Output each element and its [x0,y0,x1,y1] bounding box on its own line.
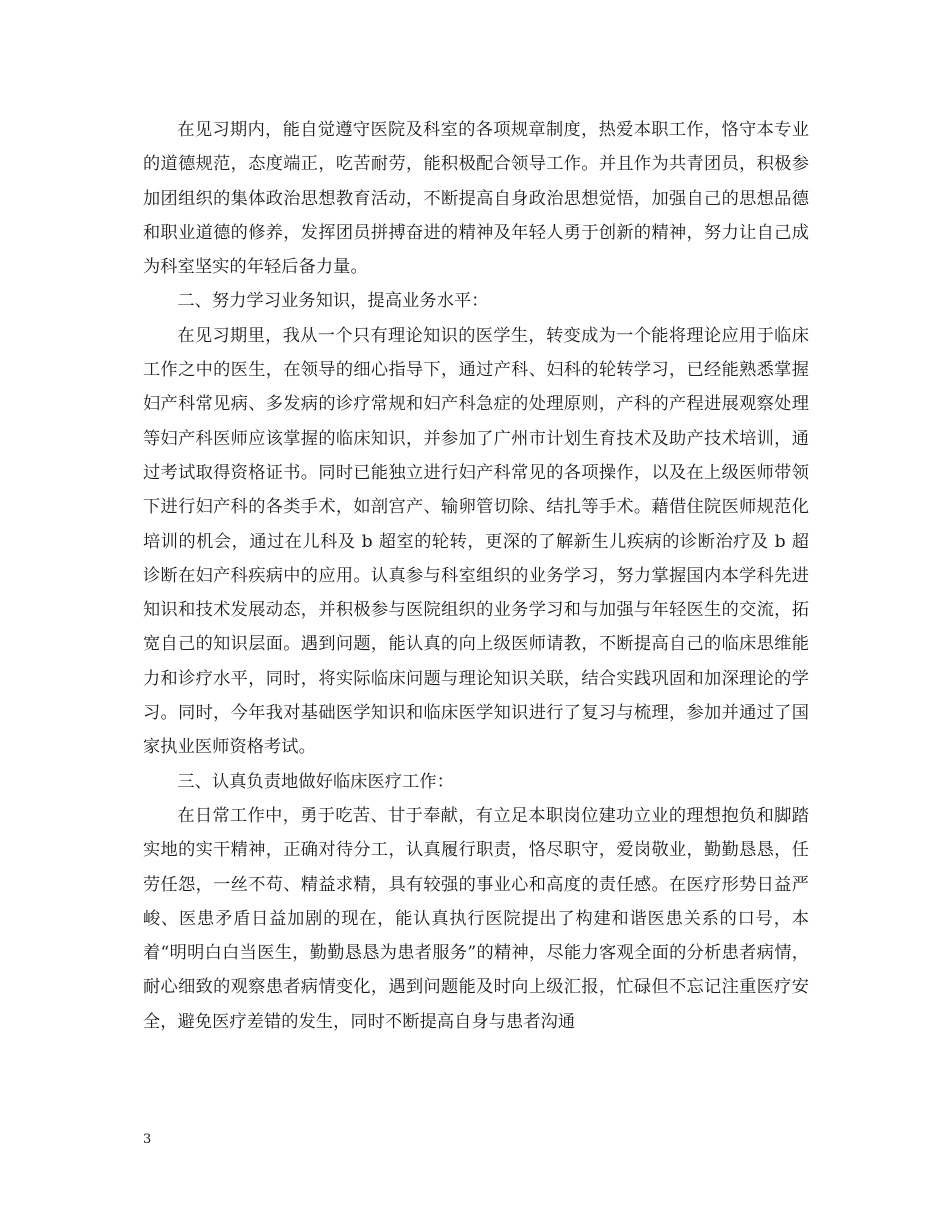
paragraph-clinical: 在日常工作中，勇于吃苦、甘于奉献，有立足本职岗位建功立业的理想抱负和脚踏实地的实干精神，正确对待分工，认真履行职责，恪尽职守，爱岗敬业，勤勤恳恳，任劳任怨，一丝不苟、精益求精，具有较强的事业心和高度的责任感。在医疗形势日益严峻、医患矛盾日益加剧的现在，能认真执行医院提出了构建和谐医患关系的口号，本着“明明白白当医生，勤勤恳恳为患者服务”的精神，尽能力客观全面的分析患者病情，耐心细致的观察患者病情变化，遇到问题能及时向上级汇报，忙碌但不忘记注重医疗安全，避免医疗差错的发生，同时不断提高自身与患者沟通 [143,805,809,1032]
section-heading-study: 二、努力学习业务知识，提高业务水平： [177,291,489,312]
paragraph-study: 在见习期里，我从一个只有理论知识的医学生，转变成为一个能将理论应用于临床工作之中的医生，在领导的细心指导下，通过产科、妇科的轮转学习，已经能熟悉掌握妇产科常见病、多发病的诊疗常规和妇产科急症的处理原则，产科的产程进展观察处理等妇产科医师应该掌握的临床知识，并参加了广州市计划生育技术及助产技术培训，通过考试取得资格证书。同时已能独立进行妇产科常见的各项操作，以及在上级医师带领下进行妇产科的各类手术，如剖宫产、输卵管切除、结扎等手术。藉借住院医师规范化培训的机会，通过在儿科及 b 超室的轮转，更深的了解新生儿疾病的诊断治疗及 b 超诊断在妇产科疾病中的应用。认真参与科室组织的业务学习，努力掌握国内本学科先进知识和技术发展动态，并积极参与医院组织的业务学习和与加强与年轻医生的交流，拓宽自己的知识层面。遇到问题，能认真的向上级医师请教，不断提高自己的临床思维能力和诊疗水平，同时，将实际临床问题与理论知识关联，结合实践巩固和加深理论的学习。同时，今年我对基础医学知识和临床医学知识进行了复习与梳理，参加并通过了国家执业医师资格考试。 [143,325,809,758]
section-heading-clinical: 三、认真负责地做好临床医疗工作： [177,771,454,792]
page-number: 3 [143,1132,152,1147]
paragraph-conduct: 在见习期内，能自觉遵守医院及科室的各项规章制度，热爱本职工作，恪守本专业的道德规范，态度端正，吃苦耐劳，能积极配合领导工作。并且作为共青团员，积极参加团组织的集体政治思想教育活动，不断提高自身政治思想觉悟，加强自己的思想品德和职业道德的修养，发挥团员拼搏奋进的精神及年轻人勇于创新的精神，努力让自己成为科室坚实的年轻后备力量。 [143,120,809,278]
document-body [143,113,809,1039]
